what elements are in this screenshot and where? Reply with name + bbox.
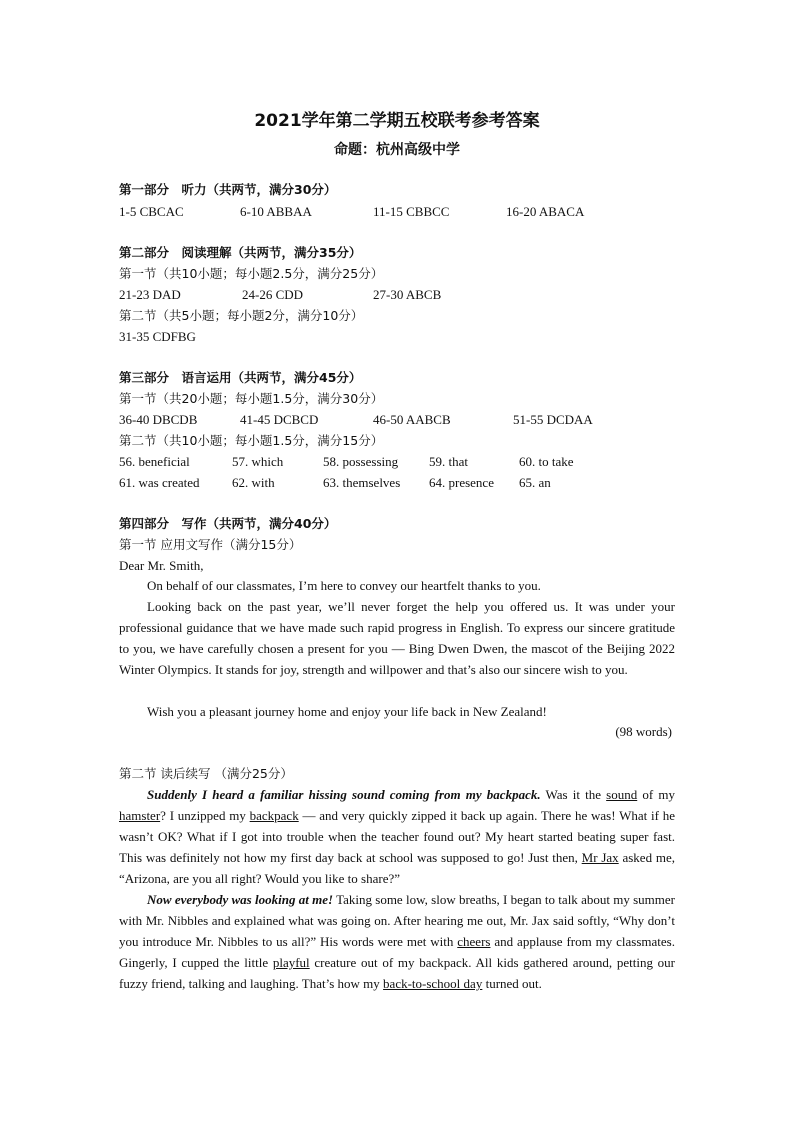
letter-paragraph: Wish you a pleasant journey home and enjoy your life back in New Zealand! [147,704,547,719]
part3-section2-heading: 第二节（共10小题；每小题1.5分，满分15分） [119,433,384,448]
story-text: turned out. [482,976,542,991]
paragraph-lead-sentence: Now everybody was looking at me! [147,892,334,907]
part1-answer: 1-5 CBCAC [119,204,184,219]
part3-answer: 46-50 AABCB [373,412,451,427]
part4-section2-heading: 第二节 读后续写 （满分25分） [119,766,293,781]
story-text: — and very quickly zipped it back up again. There he was! What if he wasn’t OK? What if I got into trouble when the teacher found out? My heart started beating super fast. This was definitely not how my first day back at school was supposed to go! Just then, [119,808,675,865]
word-count: (98 words) [615,724,672,739]
story-text: creature out of my backpack. All kids gathered around, petting our fuzzy friend, talking and laughing. That’s how my [119,955,675,991]
story-text: Was it the [540,787,607,802]
part1-heading: 第一部分 听力（共两节，满分30分） [119,182,337,197]
page-subtitle: 命题：杭州高级中学 [334,142,460,158]
letter-salutation: Dear Mr. Smith, [119,558,204,573]
part3-answer: 59. that [429,454,468,469]
continuation-paragraph-1 [119,784,675,889]
part2-answer: 21-23 DAD [119,287,181,302]
part3-answer: 51-55 DCDAA [513,412,593,427]
part1-answer: 11-15 CBBCC [373,204,450,219]
underlined-word: backpack [249,808,299,823]
part3-answer: 65. an [519,475,551,490]
part3-section1-heading: 第一节（共20小题；每小题1.5分，满分30分） [119,391,384,406]
story-text: asked me, “Arizona, are you all right? Would you like to share?” [119,850,675,886]
part1-answer: 16-20 ABACA [506,204,585,219]
underlined-word: Mr Jax [581,850,619,865]
letter-paragraph: On behalf of our classmates, I’m here to convey our heartfelt thanks to you. [147,578,541,593]
part3-answer: 56. beneficial [119,454,190,469]
story-text: ? I unzipped my [160,808,250,823]
story-text: and applause from my classmates. Gingerly, I cupped the little [119,934,675,970]
part2-answer: 27-30 ABCB [373,287,442,302]
part3-answer: 57. which [232,454,284,469]
part3-answer: 64. presence [429,475,494,490]
part3-answer: 61. was created [119,475,200,490]
continuation-paragraph-2 [119,889,675,994]
part3-answer: 58. possessing [323,454,399,469]
part2-section1-heading: 第一节（共10小题；每小题2.5分，满分25分） [119,266,384,281]
story-text: Taking some low, slow breaths, I began to talk about my summer with Mr. Nibbles and explained what was going on. After hearing me out, Mr. Jax said softly, “Why don’t you introduce Mr. Nibbles to us all?” His words were met with [119,892,675,949]
part1-answer: 6-10 ABBAA [240,204,312,219]
part2-heading: 第二部分 阅读理解（共两节，满分35分） [119,245,362,260]
underlined-word: playful [272,955,310,970]
paragraph-lead-sentence: Suddenly I heard a familiar hissing sound coming from my backpack. [147,787,541,802]
underlined-word: hamster [119,808,161,823]
page-title: 2021学年第二学期五校联考参考答案 [254,111,540,131]
part3-answer: 62. with [232,475,275,490]
part3-answer: 63. themselves [323,475,401,490]
part3-answer: 60. to take [519,454,574,469]
part3-heading: 第三部分 语言运用（共两节，满分45分） [119,370,362,385]
underlined-word: back-to-school day [383,976,483,991]
underlined-word: sound [606,787,638,802]
part3-answer: 36-40 DBCDB [119,412,198,427]
letter-paragraph: Looking back on the past year, we’ll never forget the help you offered us. It was under your professional guidance that we have made such rapid progress in English. To express our sincere gratitude to you, we have carefully chosen a present for you — Bing Dwen Dwen, the mascot of the Beijing 2022 Winter Olympics. It stands for joy, strength and willpower and that’s also our sincere wish to you. [119,599,675,677]
part4-heading: 第四部分 写作（共两节，满分40分） [119,516,337,531]
part2-section2-heading: 第二节（共5小题；每小题2分，满分10分） [119,308,364,323]
story-text: of my [637,787,675,802]
part4-section1-heading: 第一节 应用文写作（满分15分） [119,537,302,552]
part3-answer: 41-45 DCBCD [240,412,319,427]
part2-answer: 24-26 CDD [242,287,304,302]
part2-answer: 31-35 CDFBG [119,329,196,344]
underlined-word: cheers [457,934,491,949]
